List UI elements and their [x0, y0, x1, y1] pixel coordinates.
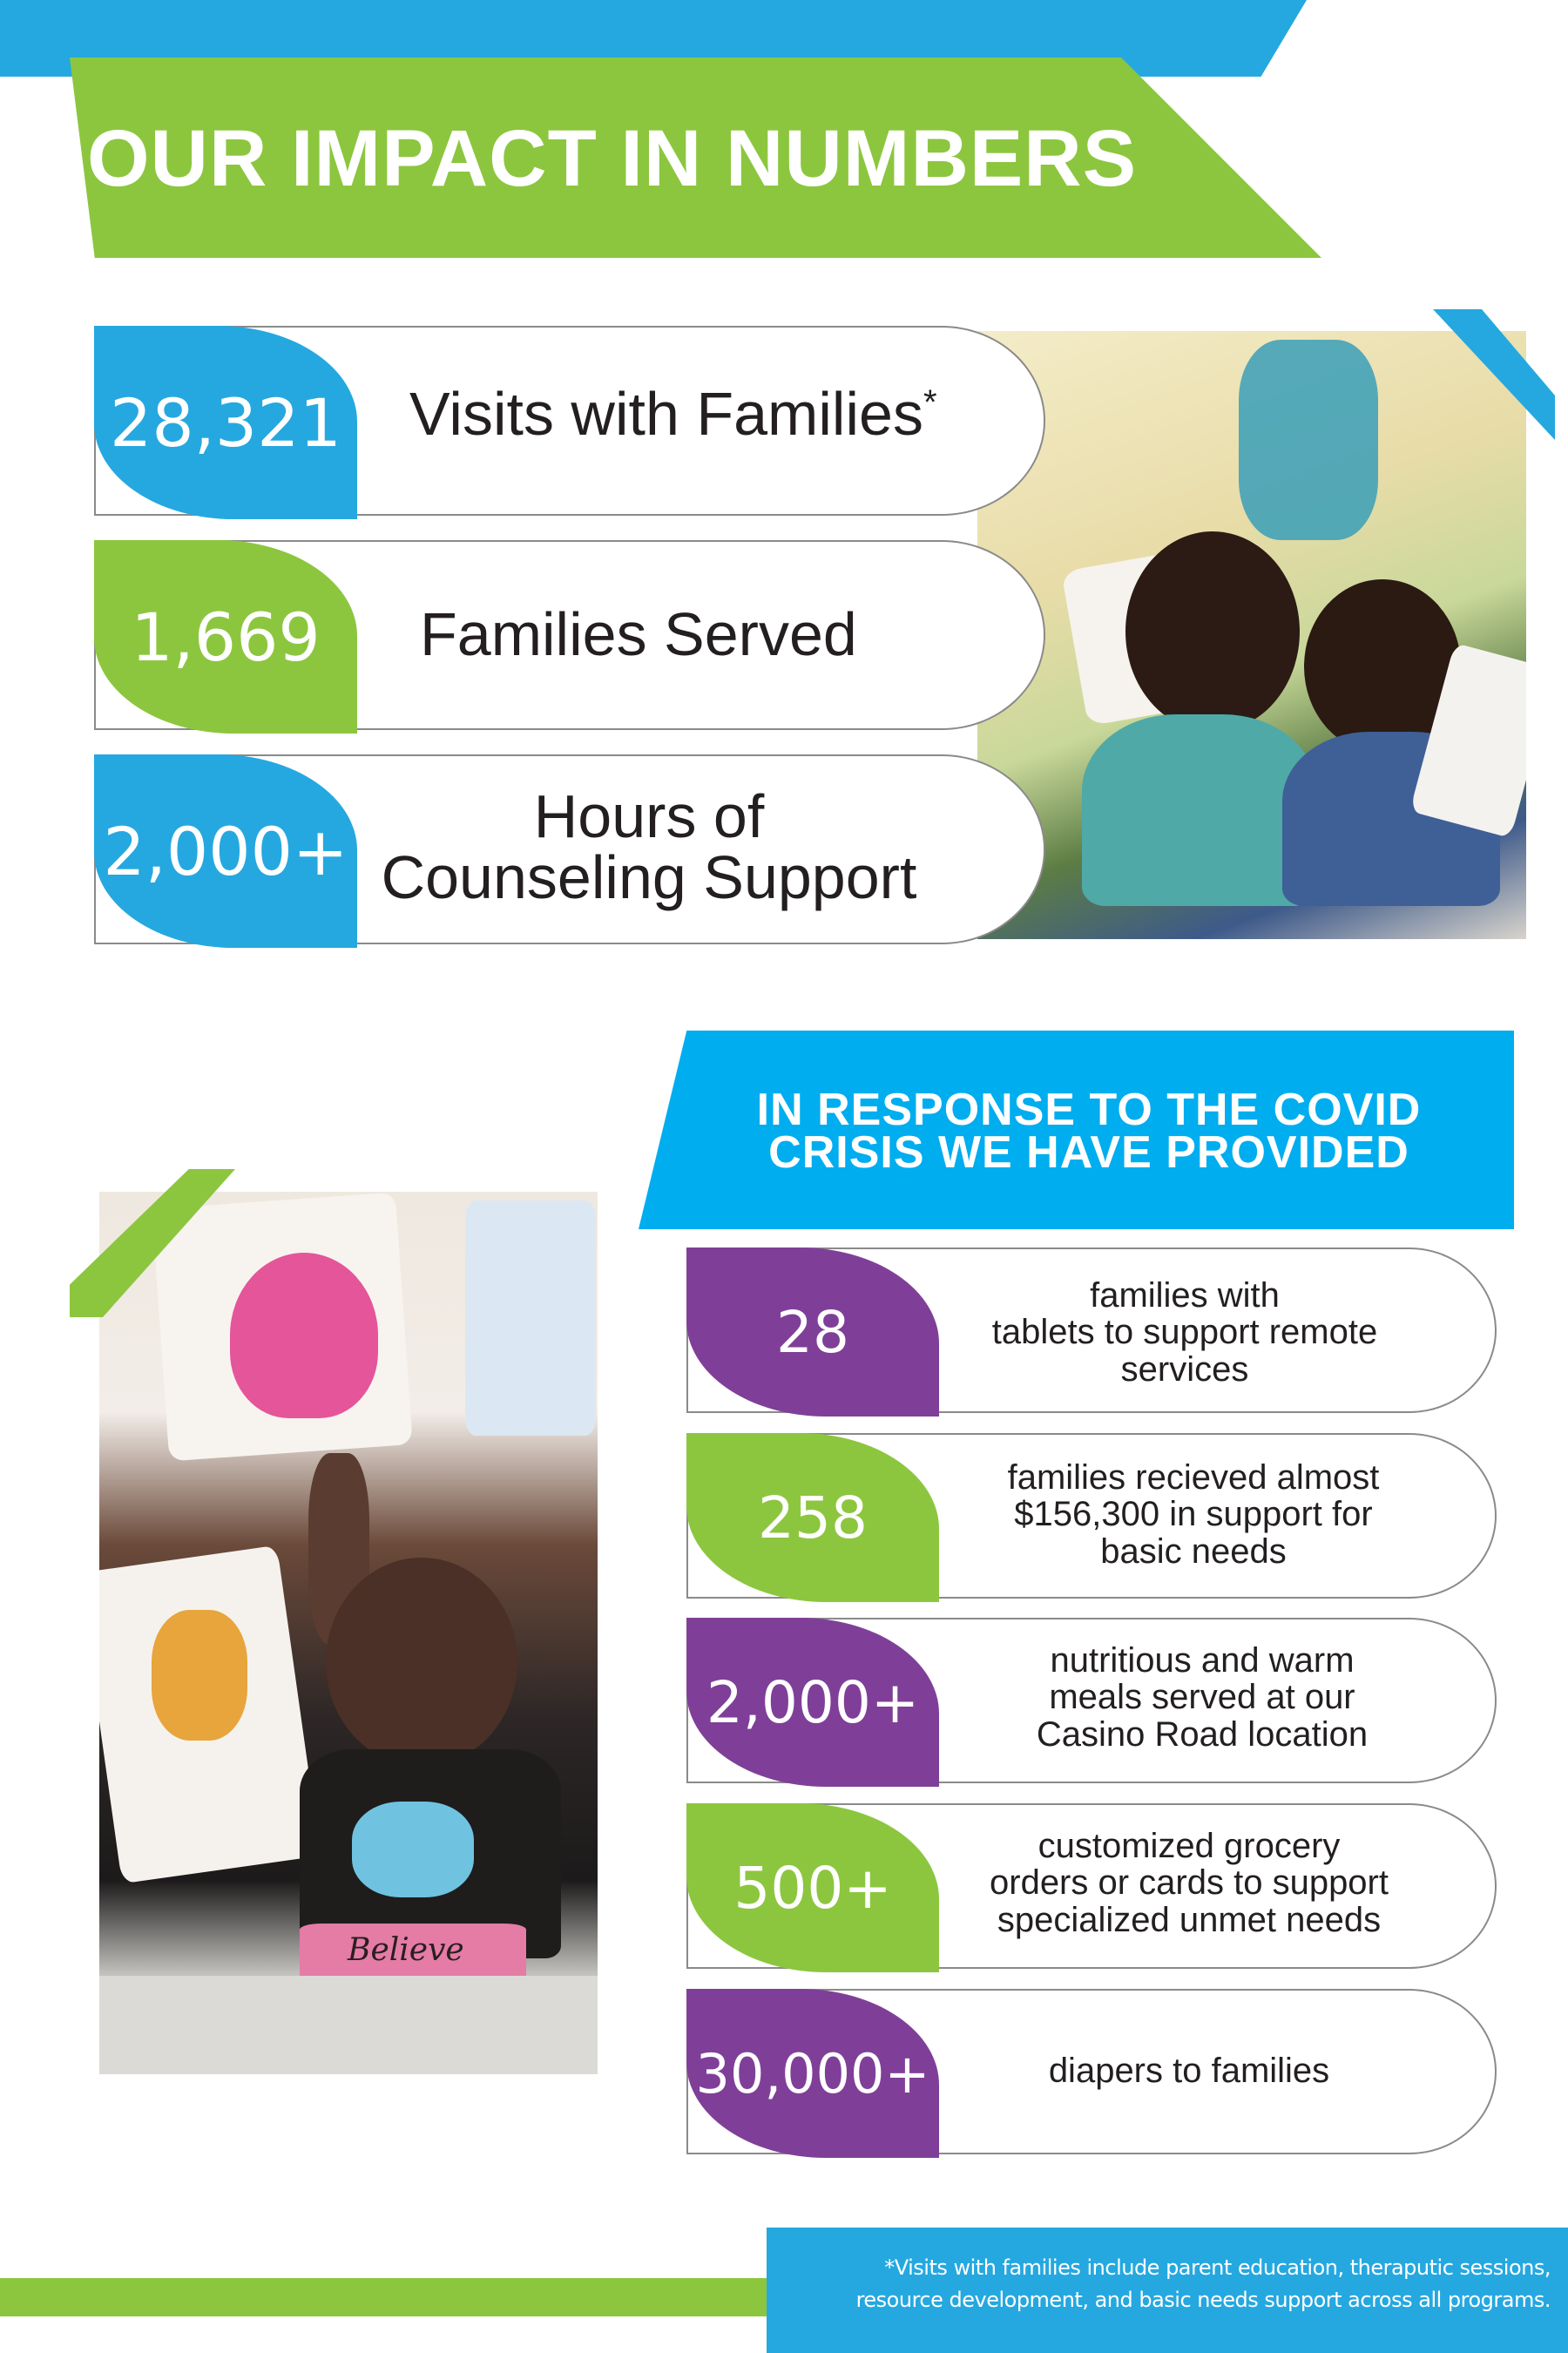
footer-note [784, 2252, 1551, 2316]
stat-value-visits: 28,321 [94, 326, 357, 519]
stat-label-counseling-line2: Counseling Support [381, 843, 917, 911]
stat-label-visits: Visits with Families* [409, 380, 937, 448]
covid-label-meals-line2: meals served at our [1049, 1678, 1355, 1717]
covid-title [697, 1085, 1481, 1179]
covid-value-grocery: 500+ [686, 1803, 939, 1972]
shirt-text: Believe [348, 1932, 464, 1968]
covid-value-meals: 2,000+ [686, 1618, 939, 1787]
covid-label-basic-needs-line2: $156,300 in support for [1014, 1495, 1373, 1534]
covid-value-diapers: 30,000+ [686, 1989, 939, 2158]
stat-value-counseling: 2,000+ [94, 754, 357, 948]
covid-label-basic-needs-line3: basic needs [1100, 1531, 1287, 1571]
covid-label-tablets-line1: families with [1090, 1276, 1280, 1315]
covid-label-meals-line1: nutritious and warm [1050, 1641, 1355, 1680]
covid-label-tablets [941, 1277, 1429, 1388]
stat-label-families: Families Served [420, 600, 857, 668]
footer-note-line2: resource development, and basic needs support across all programs. [855, 2288, 1551, 2313]
covid-value-tablets: 28 [686, 1247, 939, 1417]
page-title: OUR IMPACT IN NUMBERS [87, 114, 1138, 203]
photo-girl-drawings [99, 1192, 598, 2074]
covid-label-tablets-line2: tablets to support remote [991, 1313, 1378, 1352]
covid-label-grocery [945, 1828, 1433, 1938]
covid-label-diapers-line1: diapers to families [1048, 2052, 1330, 2090]
covid-label-grocery-line2: orders or cards to support [990, 1863, 1389, 1903]
stat-label-counseling [370, 782, 928, 911]
covid-title-line2: CRISIS WE HAVE PROVIDED [768, 1127, 1409, 1179]
covid-label-basic-needs [950, 1459, 1437, 1570]
covid-label-meals [958, 1642, 1446, 1753]
photo-children-drawings [977, 331, 1526, 939]
covid-label-grocery-line3: specialized unmet needs [997, 1900, 1382, 1939]
covid-label-grocery-line1: customized grocery [1037, 1827, 1341, 1865]
footer-note-line1: *Visits with families include parent education, theraputic sessions, [884, 2255, 1551, 2280]
covid-label-meals-line3: Casino Road location [1036, 1714, 1369, 1754]
covid-title-line1: IN RESPONSE TO THE COVID [756, 1085, 1422, 1135]
stat-label-counseling-line1: Hours of [533, 782, 765, 850]
stat-value-families: 1,669 [94, 540, 357, 734]
covid-label-diapers [945, 2052, 1433, 2089]
footer-green-bar [0, 2278, 767, 2316]
covid-value-basic-needs: 258 [686, 1433, 939, 1602]
covid-label-basic-needs-line1: families recieved almost [1007, 1458, 1380, 1497]
covid-label-tablets-line3: services [1120, 1349, 1249, 1389]
